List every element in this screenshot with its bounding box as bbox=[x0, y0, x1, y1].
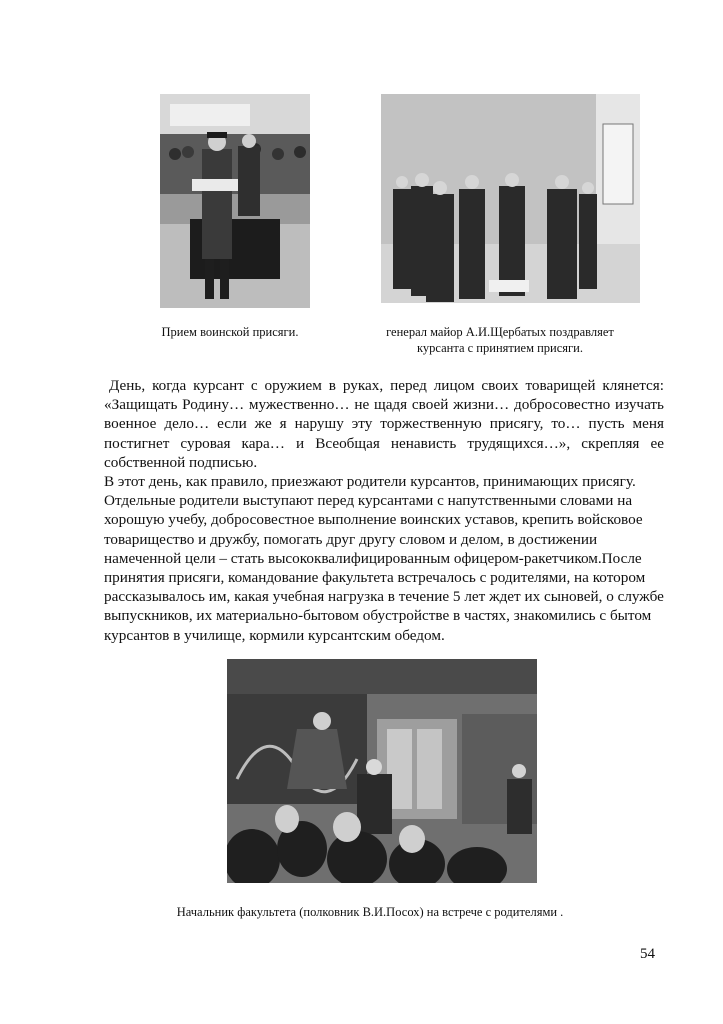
caption-general bbox=[350, 324, 650, 356]
paragraph-oath: День, когда курсант с оружием в руках, перед лицом своих товарищей клянется: «Защищать Родину… мужественно… не щадя своей жизни… добросовестно изучать военное дело… если же я нарушу эту торжественную присягу, то… пусть меня постигнет суровая кара… и Всеобщая ненависть трудящихся…», скрепляя ее собственной подписью. bbox=[104, 377, 664, 471]
caption-oath: Прием воинской присяги. bbox=[161, 325, 299, 339]
caption-general-line1: генерал майор А.И.Щербатых поздравляет bbox=[386, 325, 614, 339]
meeting-with-parents-photo bbox=[227, 659, 537, 883]
caption-meeting: Начальник факультета (полковник В.И.Посох) на встрече с родителями . bbox=[176, 905, 564, 919]
general-congratulates-photo bbox=[381, 94, 640, 303]
paragraph-parents: В этот день, как правило, приезжают родители курсантов, принимающих присягу. Отдельные родители выступают перед курсантами с напутственными словами на хорошую учебу, добросовестное выполнение воинских уставов, крепить войсковое товарищество и дружбу, помогать друг другу словом и делом, в достижении намеченной цели – стать высококвалифицированным офицером-ракетчиком.После принятия присяги, командование факультета встречалось с родителями, на котором рассказывалось им, какая учебная нагрузка в течение 5 лет ждет их сыновей, о службе выпускников, их материально-бытовом обустройстве в частях, знакомились с бытом курсантов в училище, кормили курсантским обедом. bbox=[104, 473, 664, 644]
oath-photo bbox=[160, 94, 310, 308]
main-text bbox=[104, 376, 664, 645]
caption-general-line2: курсанта с принятием присяги. bbox=[417, 341, 583, 355]
page-number: 54 bbox=[640, 946, 655, 962]
